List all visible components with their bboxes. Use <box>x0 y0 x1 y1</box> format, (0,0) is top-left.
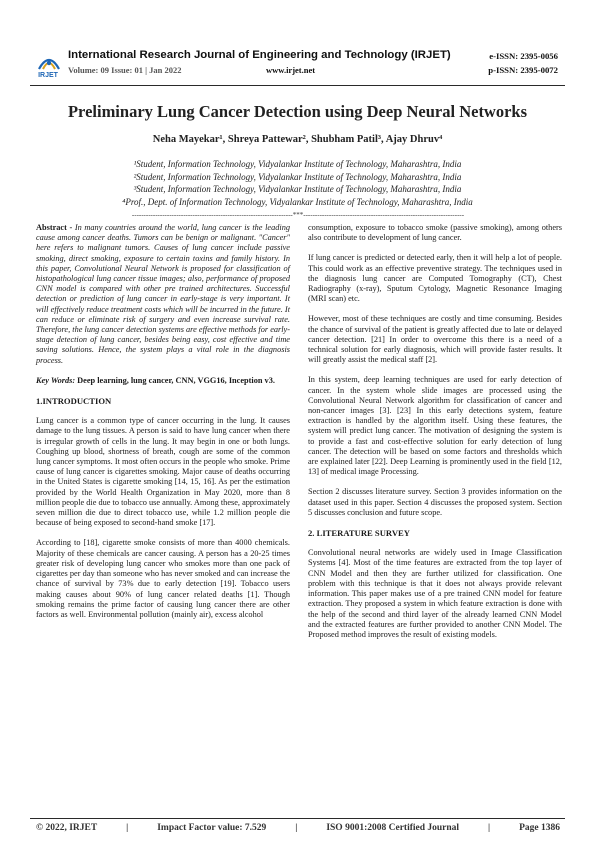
footer-rule <box>30 818 565 819</box>
affiliations <box>0 158 595 208</box>
header-rule <box>30 85 565 86</box>
affiliation-3: ³Student, Information Technology, Vidyalankar Institute of Technology, Maharashtra, India <box>133 184 462 194</box>
left-column <box>36 223 290 630</box>
footer-iso: ISO 9001:2008 Certified Journal <box>326 823 460 833</box>
abstract-text: In many countries around the world, lung cancer is the leading cause among cancer deaths. Tumors can be benign or malignant. "Cancer" here refers to malignant tumors. Causes of lung cancer include passive smoking, direct smoking, exposure to certain toxins and family history. In this paper, Convolutional Neural Network is proposed for classification of histopathological lung cancer tissue images; also, performance of proposed CNN model is compared with other pre trained architectures. Successful detection or prediction of lung cancer in early-stage is very important. It will effectively reduce treatment costs which will be incurred in the future. It can reduce or eliminate risk of surgery and even increase survival rate. Therefore, the lung cancer detection systems are effective methods for early-stage detection of lung cancer, besides being easy, cost effective and time saving solutions. Hence, the system plays a vital role in the diagnosis process. <box>36 223 290 365</box>
paper-title: Preliminary Lung Cancer Detection using Deep Neural Networks <box>67 102 528 121</box>
affiliation-1: ¹Student, Information Technology, Vidyalankar Institute of Technology, Maharashtra, India <box>133 159 462 169</box>
footer-divider-1: | <box>126 823 129 833</box>
pissn: p-ISSN: 2395-0072 <box>488 65 558 75</box>
volume-issue: Volume: 09 Issue: 01 | Jan 2022 <box>68 65 182 75</box>
right-column <box>308 223 562 650</box>
intro-paragraph-1: Lung cancer is a common type of cancer occurring in the lung. It causes damage to the lung tissues. A person is said to have lung cancer when there is irregular growth of cells in the lung. It may begin in one or both lungs. Coughing up blood, shortness of breath, cough are some of the common lung cancer symptoms. It most often occurs in the people who smoke. Prime cause of lung cancer is cigarettes smoking. Major cause of deaths occurring in the United States is cigarette smoking [14, 15, 16]. As per the estimation provided by the World Health Organization in May 2020, more than 8 million people die due to tobacco use annually. Among these, approximately seven million die due to direct tobacco use, while 1.2 million people die because of being exposed to second-hand smoke [17]. <box>36 416 290 528</box>
journal-url[interactable]: www.irjet.net <box>266 65 316 75</box>
keywords <box>36 376 290 386</box>
footer-divider-3: | <box>488 823 491 833</box>
intro-paragraph-2: According to [18], cigarette smoke consists of more than 4000 chemicals. Majority of these chemicals are cancer causing. A person has a 20-25 times greater risk of developing lung cancer who smokes more than one pack of cigarettes per day than someone who has never smoked and can increase the chance of survival by 73% due to early detection [19]. Tobacco users making causes about 90% of lung cancer related deaths [1]. Though smoking remains the prime factor of causing lung cancer there are other factors as well. Environmental pollution (mainly air), excess alcohol <box>36 538 290 619</box>
footer-divider-2: | <box>295 823 298 833</box>
right-paragraph-2: If lung cancer is predicted or detected early, then it will help a lot of people. This could work as an effective preventive strategy. The techniques used in the diagnosis lung cancer are Computed Tomography (CT), Chest Radiography (x-ray), Sputum Cytology, Magnetic Resonance Imaging (MRI scan) etc. <box>308 253 562 304</box>
journal-name: International Research Journal of Engineering and Technology (IRJET) <box>68 49 451 61</box>
keywords-label: Key Words: <box>36 375 76 385</box>
right-paragraph-1: consumption, exposure to tobacco smoke (passive smoking), among others also contribute to development of lung cancer. <box>308 223 562 243</box>
right-paragraph-6: Convolutional neural networks are widely used in Image Classification Systems [4]. Most of the time features are extracted from the top layer of CNN Model and then they are further utilized for classification. One problem with this technique is that it does not always provide relevant information. This paper makes use of a pre trained CNN model for feature extraction. They proposed a system in which feature extraction is done with the help of the second and third layer of the already learned CNN Model and the extracted features are further provided to another CNN Model. The Proposed method improves the result of existing models. <box>308 548 562 639</box>
abstract <box>36 223 290 366</box>
right-paragraph-3: However, most of these techniques are costly and time consuming. Besides the chance of survival of the patient is greatly affected due to late or delayed cancer detection. [21] In order to overcome this there is a need of a technical solution for early diagnosis, which will provide faster results. It will greatly assist the medical staff [2]. <box>308 314 562 365</box>
right-paragraph-5: Section 2 discusses literature survey. Section 3 provides information on the dataset used in this paper. Section 4 discusses the proposed system. Section 5 discusses conclusion and future scope. <box>308 487 562 517</box>
author-list: Neha Mayekar¹, Shreya Pattewar², Shubham Patil³, Ajay Dhruv⁴ <box>152 134 443 145</box>
footer-copyright: © 2022, IRJET <box>36 823 98 833</box>
section-separator: ---------------------------------------------------------------------***--------------------------------------------------------------------- <box>131 211 465 219</box>
intro-heading: 1.INTRODUCTION <box>36 396 112 407</box>
journal-header <box>30 44 570 84</box>
right-paragraph-4: In this system, deep learning techniques are used for early detection of cancer. In the system whole slide images are processed using the Convolutional Neural Network algorithm for classification of cancer and non-cancer images [3]. [23] In this early detections system, feature extraction is handled by the algorithm itself. Using these features, the system will predict lung cancer. The motivation of designing the system is to provide a fast and cost-effective solution for early detection of lung cancer. The detection will be based on some factors and thresholds which are explained later [22]. Deep Learning is prominently used in the field [12, 13] of medical image Processing. <box>308 375 562 477</box>
literature-survey-heading: 2. LITERATURE SURVEY <box>308 528 410 539</box>
page-footer <box>36 823 560 833</box>
footer-page-number: Page 1386 <box>519 823 560 833</box>
footer-impact-factor: Impact Factor value: 7.529 <box>157 823 267 833</box>
eissn: e-ISSN: 2395-0056 <box>489 51 558 61</box>
logo-text: IRJET <box>38 72 58 79</box>
affiliation-4: ⁴Prof., Dept. of Information Technology, Vidyalankar Institute of Technology, Maharashtra, India <box>122 196 473 207</box>
abstract-label: Abstract - <box>36 223 73 232</box>
keywords-text: Deep learning, lung cancer, CNN, VGG16, Inception v3. <box>75 375 275 385</box>
affiliation-2: ²Student, Information Technology, Vidyalankar Institute of Technology, Maharashtra, India <box>133 171 462 182</box>
